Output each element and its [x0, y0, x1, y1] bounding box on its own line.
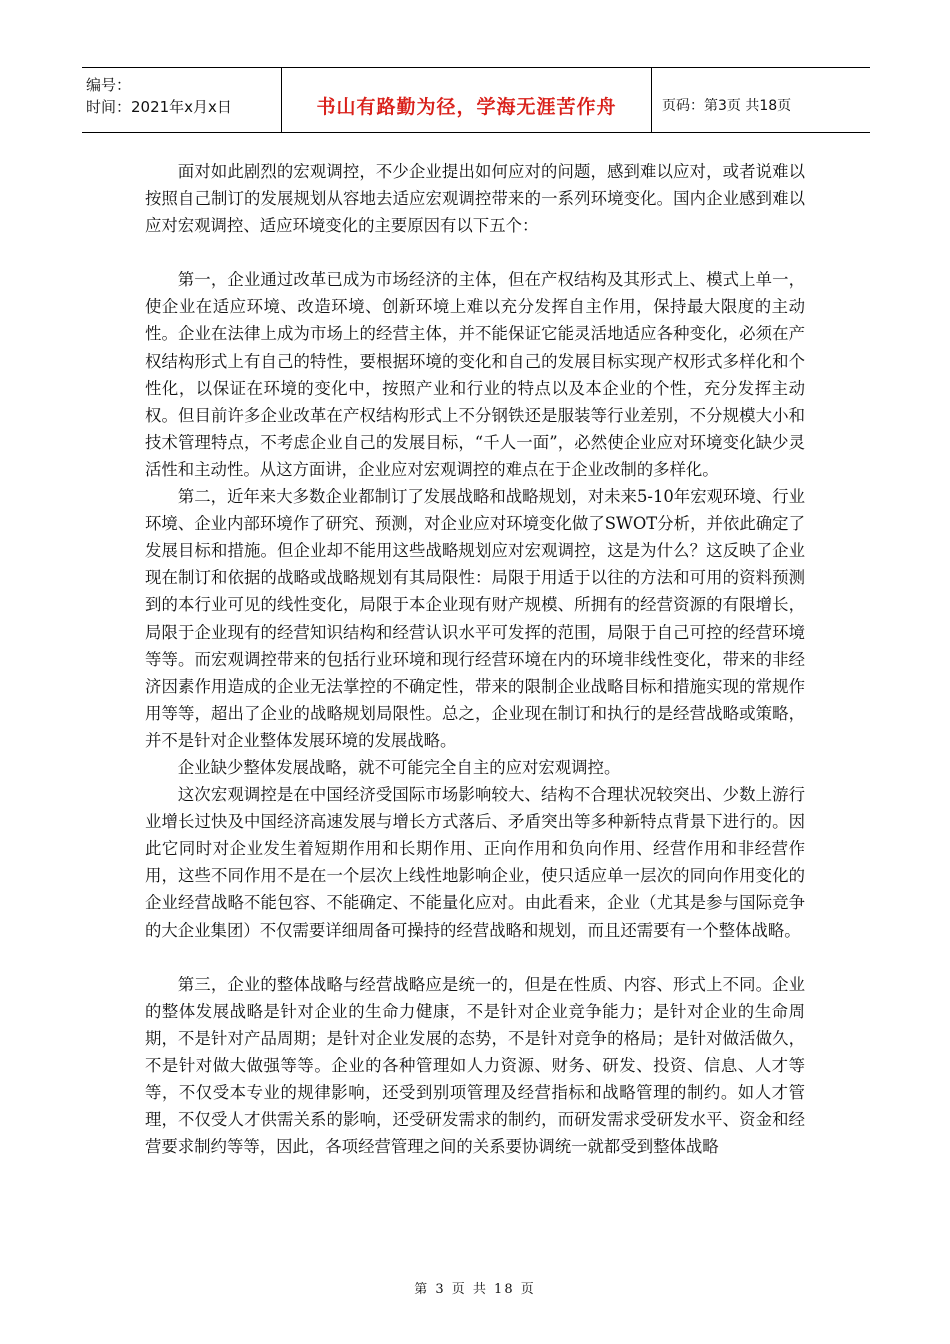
paragraph: 这次宏观调控是在中国经济受国际市场影响较大、结构不合理状况较突出、少数上游行业增长过快及中国经济高速发展与增长方式落后、矛盾突出等多种新特点背景下进行的。因此它同时对企业发生着短期作用和长期作用、正向作用和负向作用、经营作用和非经营作用，这些不同作用不是在一个层次上线性地影响企业，使只适应单一层次的同向作用变化的企业经营战略不能包容、不能确定、不能量化应对。由此看来，企业（尤其是参与国际竞争的大企业集团）不仅需要详细周备可操持的经营战略和规划，而且还需要有一个整体战略。: [145, 785, 805, 940]
footer-page-number: 第 3 页 共 18 页: [414, 1282, 536, 1297]
header-page-info-cell: [652, 68, 870, 132]
time-label: 时间：2021年x月x日: [86, 98, 232, 116]
paragraph: 第一，企业通过改革已成为市场经济的主体，但在产权结构及其形式上、模式上单一，使企业在适应环境、改造环境、创新环境上难以充分发挥自主作用，保持最大限度的主动性。企业在法律上成为市场上的经营主体，并不能保证它能灵活地适应各种变化，必须在产权结构形式上有自己的特性，要根据环境的变化和自己的发展目标实现产权形式多样化和个性化，以保证在环境的变化中，按照产业和行业的特点以及本企业的个性，充分发挥主动权。但目前许多企业改革在产权结构形式上不分钢铁还是服装等行业差别，不分规模大小和技术管理特点，不考虑企业自己的发展目标，“千人一面”，必然使企业应对环境变化缺少灵活性和主动性。从这方面讲，企业应对宏观调控的难点在于企业改制的多样化。: [145, 270, 805, 479]
header-page-info: 页码：第3页 共18页: [662, 98, 792, 114]
header-motto: 书山有路勤为径，学海无涯苦作舟: [316, 95, 617, 118]
paragraph: 企业缺少整体发展战略，就不可能完全自主的应对宏观调控。: [177, 757, 621, 777]
paragraph: 面对如此剧烈的宏观调控，不少企业提出如何应对的问题，感到难以应对，或者说难以按照自己制订的发展规划从容地去适应宏观调控带来的一系列环境变化。国内企业感到难以应对宏观调控、适应环境变化的主要原因有以下五个：: [145, 162, 805, 236]
header-meta: [82, 68, 282, 132]
page-footer: [0, 1278, 950, 1297]
paragraph: 第二，近年来大多数企业都制订了发展战略和战略规划，对未来5-10年宏观环境、行业环境、企业内部环境作了研究、预测，对企业应对环境变化做了SWOT分析，并依此确定了发展目标和措施。但企业却不能用这些战略规划应对宏观调控，这是为什么？这反映了企业现在制订和依据的战略或战略规划有其局限性：局限于用适于以往的方法和可用的资料预测到的本行业可见的线性变化，局限于本企业现有财产规模、所拥有的经营资源的有限增长，局限于企业现有的经营知识结构和经营认识水平可发挥的范围，局限于自己可控的经营环境等等。而宏观调控带来的包括行业环境和现行经营环境在内的环境非线性变化，带来的非经济因素作用造成的企业无法掌控的不确定性，带来的限制企业战略目标和措施实现的常规作用等等，超出了企业的战略规划局限性。总之，企业现在制订和执行的是经营战略或策略，并不是针对企业整体发展环境的发展战略。: [145, 487, 805, 750]
page-header: [82, 67, 870, 133]
document-body: [145, 158, 805, 1160]
paragraph: 第三，企业的整体战略与经营战略应是统一的，但是在性质、内容、形式上不同。企业的整体发展战略是针对企业的生命力健康，不是针对企业竞争能力；是针对企业的生命周期，不是针对产品周期；是针对企业发展的态势，不是针对竞争的格局；是针对做活做久，不是针对做大做强等等。企业的各种管理如人力资源、财务、研发、投资、信息、人才等等，不仅受本专业的规律影响，还受到别项管理及经营指标和战略管理的制约。如人才管理，不仅受人才供需关系的影响，还受研发需求的制约，而研发需求受研发水平、资金和经营要求制约等等，因此，各项经营管理之间的关系要协调统一就都受到整体战略: [145, 974, 805, 1157]
serial-label: 编号：: [86, 76, 132, 94]
header-motto-cell: [282, 68, 652, 132]
